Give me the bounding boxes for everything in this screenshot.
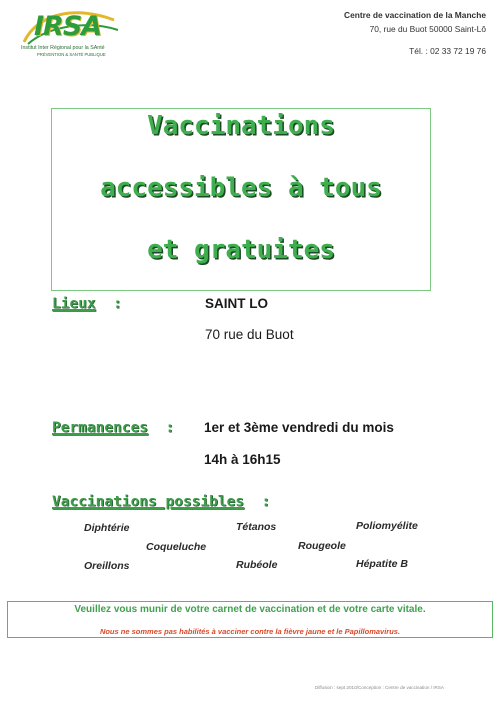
permanences-days: 1er et 3ème vendredi du mois: [204, 420, 394, 435]
logo-wordmark: IRSA: [34, 11, 102, 42]
title-line-2: accessibles à tous: [100, 173, 382, 203]
footer-credits: Diffusion : sept 2010/Conception : Centre de vaccination / IRSA: [314, 685, 444, 690]
vaccinations-label: Vaccinations possibles :: [52, 494, 271, 510]
notice-main-text: Veuillez vous munir de votre carnet de vaccination et de votre carte vitale.: [74, 604, 426, 615]
vaccine-item: Rubéole: [236, 559, 278, 571]
contact-name: Centre de vaccination de la Manche: [344, 10, 486, 20]
vaccine-item: Hépatite B: [356, 558, 408, 570]
lieux-address: 70 rue du Buot: [205, 327, 294, 342]
notice-warning-text: Nous ne sommes pas habilités à vacciner contre la fièvre jaune et le Papillomavirus.: [99, 627, 401, 636]
lieux-label: Lieux :: [52, 296, 122, 312]
permanences-label: Permanences :: [52, 420, 175, 436]
title-box: [51, 108, 431, 291]
vaccine-item: Rougeole: [298, 540, 346, 552]
title-line-1: Vaccinations: [147, 111, 335, 141]
irsa-logo: [18, 8, 128, 58]
logo-tagline: Institut Inter Régional pour la SAnté: [21, 45, 105, 51]
permanences-hours: 14h à 16h15: [204, 452, 281, 467]
vaccine-item: Diphtérie: [84, 522, 130, 534]
notice-box: [7, 601, 493, 638]
contact-address: 70, rue du Buot 50000 Saint-Lô: [369, 24, 486, 34]
contact-phone: Tél. : 02 33 72 19 76: [409, 46, 486, 56]
vaccine-item: Oreillons: [84, 560, 130, 572]
vaccine-item: Poliomyélite: [356, 520, 418, 532]
vaccine-item: Coqueluche: [146, 541, 207, 553]
logo-subtagline: PRÉVENTION & SANTÉ PUBLIQUE: [37, 52, 106, 57]
contact-block: [344, 10, 486, 56]
lieux-city: SAINT LO: [205, 296, 268, 311]
vaccine-item: Tétanos: [236, 521, 277, 533]
title-line-3: et gratuites: [147, 235, 335, 265]
